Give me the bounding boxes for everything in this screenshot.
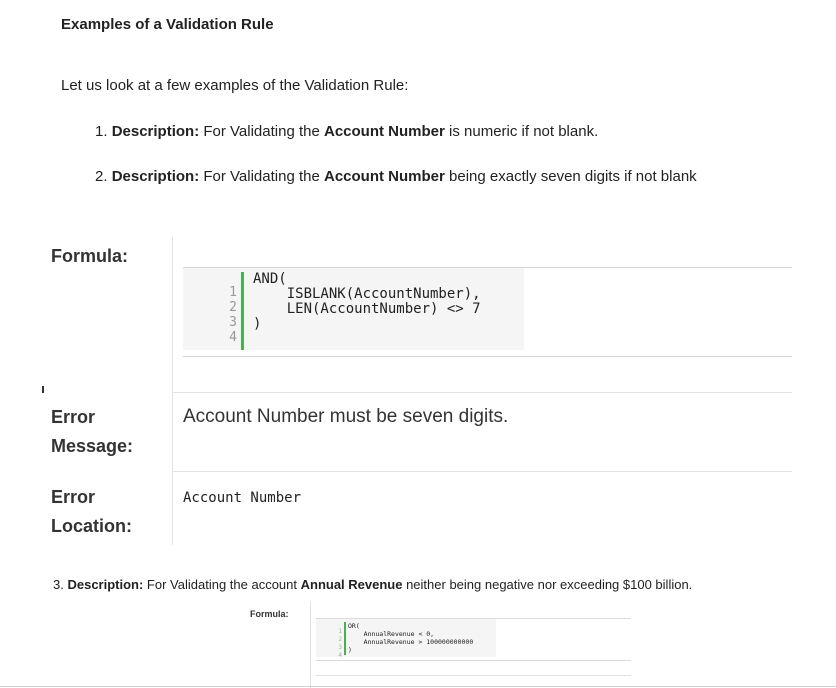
error-message-label: Error Message: <box>51 407 134 456</box>
mini-formula-label: Formula: <box>250 609 289 619</box>
formula-code: AND( ISBLANK(AccountNumber), LEN(AccountNumber) <> 7 ) <box>253 271 481 332</box>
row-divider <box>172 471 792 472</box>
section-heading: Examples of a Validation Rule <box>61 16 274 33</box>
error-location-label: Error Location: <box>51 487 132 536</box>
description-text: For Validating the account <box>143 577 301 592</box>
description-text-end: neither being negative nor exceeding $100 billion. <box>402 577 693 592</box>
page-bottom-divider <box>0 686 836 687</box>
intro-text: Let us look at a few examples of the Validation Rule: <box>61 77 409 94</box>
list-item-2 <box>95 168 697 185</box>
description-text: For Validating the <box>199 168 324 185</box>
description-label: Description: <box>111 168 200 185</box>
list-item-1 <box>95 123 598 140</box>
text-cursor <box>42 386 44 393</box>
mini-column-divider <box>310 602 311 688</box>
description-text-end: being exactly seven digits if not blank <box>444 168 697 185</box>
error-location-value: Account Number <box>183 490 302 506</box>
mini-formula-code: OR( AnnualRevenue < 0, AnnualRevenue > 100000000000 ) <box>348 622 474 654</box>
table-column-divider <box>172 237 173 545</box>
list-number: 3. <box>53 577 64 592</box>
description-text-end: is numeric if not blank. <box>444 123 599 140</box>
description-bold: Account Number <box>324 123 445 140</box>
gutter-bar <box>241 272 244 350</box>
row-divider <box>172 392 792 393</box>
description-text: For Validating the <box>199 123 324 140</box>
mini-formula-code-block <box>316 618 631 661</box>
list-number: 2. <box>95 168 108 185</box>
list-number: 1. <box>95 123 108 140</box>
list-item-3 <box>53 577 692 592</box>
description-bold: Annual Revenue <box>300 577 403 592</box>
formula-code-block <box>183 267 792 357</box>
row-divider <box>316 675 631 676</box>
gutter-bar <box>344 622 346 655</box>
line-numbers: 1 2 3 4 <box>338 628 342 659</box>
description-label: Description: <box>111 123 200 140</box>
formula-label: Formula: <box>51 246 129 266</box>
line-numbers: 1 2 3 4 <box>229 285 237 345</box>
description-label: Description: <box>67 577 144 592</box>
error-message-value: Account Number must be seven digits. <box>183 406 509 427</box>
description-bold: Account Number <box>324 168 445 185</box>
